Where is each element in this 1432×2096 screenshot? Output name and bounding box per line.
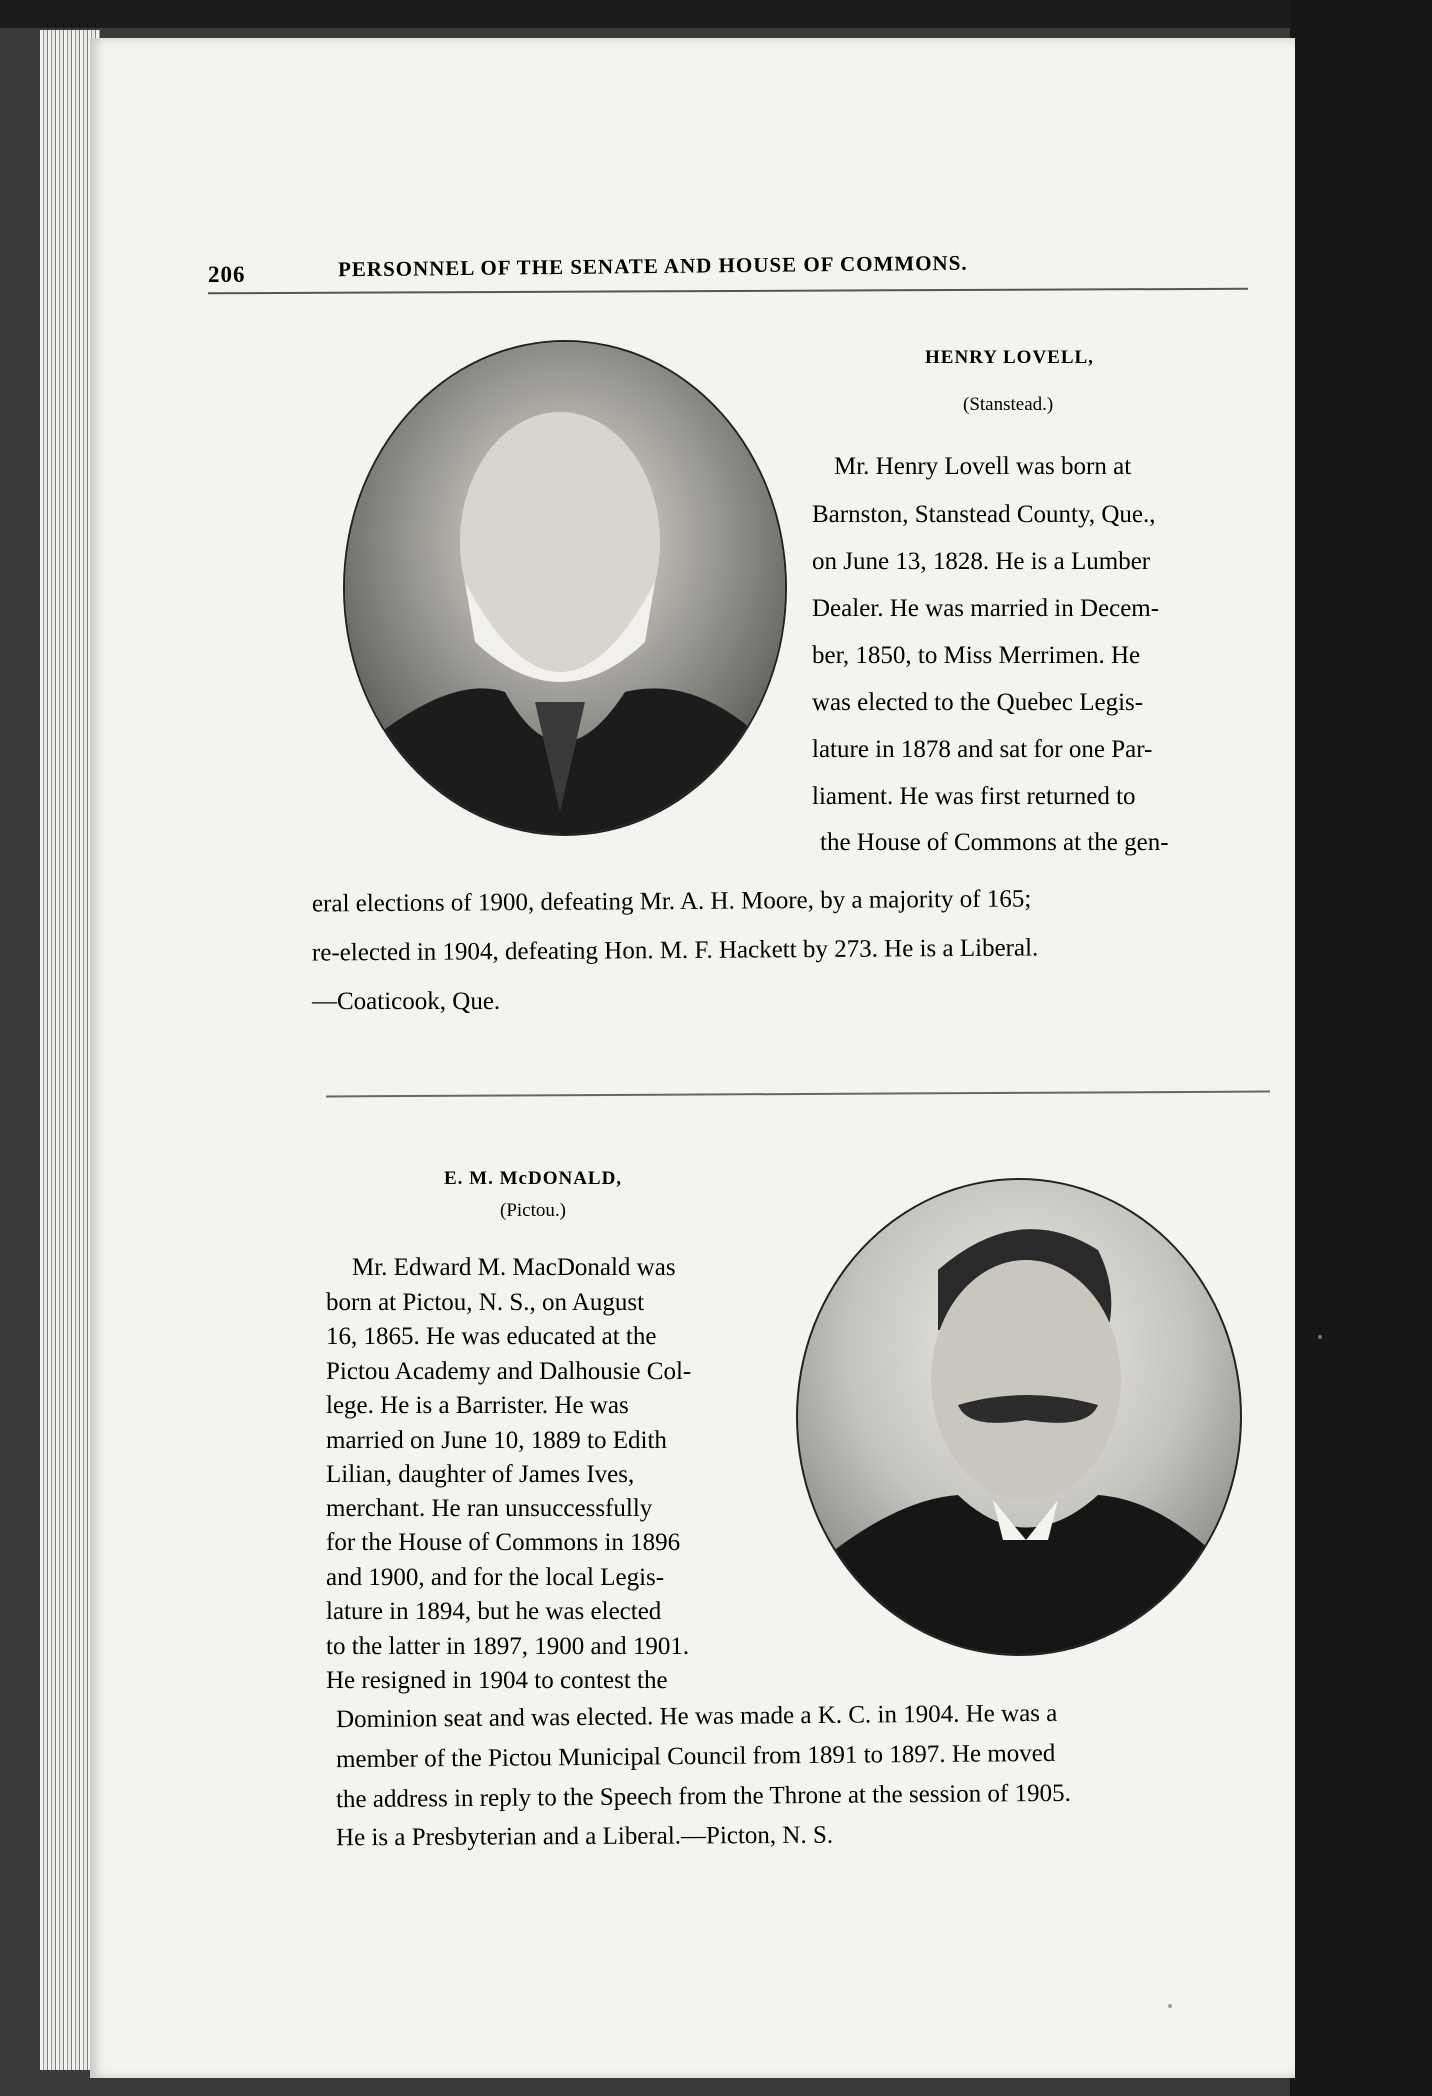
bio1-line: Dealer. He was married in Decem- bbox=[812, 595, 1160, 622]
bio2-line: Lilian, daughter of James Ives, bbox=[326, 1461, 635, 1488]
bio2-name: E. M. McDONALD, bbox=[444, 1168, 623, 1189]
bio2-line: He resigned in 1904 to contest the bbox=[326, 1667, 668, 1694]
bio2-line: 16, 1865. He was educated at the bbox=[326, 1323, 657, 1350]
bio1-line: was elected to the Quebec Legis- bbox=[812, 689, 1144, 716]
bio1-line: lature in 1878 and sat for one Par- bbox=[812, 736, 1153, 763]
bio1-line: liament. He was first returned to bbox=[812, 783, 1136, 810]
bio2-riding: (Pictou.) bbox=[500, 1200, 566, 1221]
bio1-name: HENRY LOVELL, bbox=[925, 347, 1094, 368]
portrait-henry-lovell bbox=[343, 340, 787, 836]
bio1-line: the House of Commons at the gen- bbox=[820, 829, 1169, 856]
bio2-line: lege. He is a Barrister. He was bbox=[326, 1392, 629, 1419]
bio2-line: married on June 10, 1889 to Edith bbox=[326, 1427, 667, 1454]
bio1-line: Barnston, Stanstead County, Que., bbox=[812, 501, 1156, 528]
bio1-riding: (Stanstead.) bbox=[963, 394, 1054, 415]
running-title: PERSONNEL OF THE SENATE AND HOUSE OF COMMONS. bbox=[337, 250, 968, 282]
bio1-line: —Coaticook, Que. bbox=[312, 988, 501, 1015]
bio1-line: eral elections of 1900, defeating Mr. A. H. Moore, by a majority of 165; bbox=[311, 885, 1032, 918]
bio2-line: member of the Pictou Municipal Council from 1891 to 1897. He moved bbox=[335, 1739, 1056, 1774]
running-head bbox=[208, 232, 1248, 290]
bio2-line: the address in reply to the Speech from the Throne at the session of 1905. bbox=[335, 1779, 1071, 1814]
bio2-line: Dominion seat and was elected. He was made a K. C. in 1904. He was a bbox=[335, 1699, 1058, 1734]
scan-background-top bbox=[0, 0, 1432, 28]
bio2-line: and 1900, and for the local Legis- bbox=[326, 1564, 665, 1591]
bio2-line: for the House of Commons in 1896 bbox=[326, 1529, 681, 1556]
scan-background-right bbox=[1290, 0, 1432, 2096]
bio2-line: born at Pictou, N. S., on August bbox=[326, 1289, 645, 1316]
bio2-line: lature in 1894, but he was elected bbox=[326, 1598, 662, 1625]
paper-speck bbox=[1318, 1335, 1322, 1339]
bio2-line: Mr. Edward M. MacDonald was bbox=[352, 1254, 676, 1281]
bio1-line: ber, 1850, to Miss Merrimen. He bbox=[812, 642, 1141, 669]
bio2-line: to the latter in 1897, 1900 and 1901. bbox=[326, 1633, 690, 1660]
portrait-edward-m-macdonald bbox=[796, 1178, 1242, 1656]
page-number: 206 bbox=[208, 262, 246, 287]
bio2-line: He is a Presbyterian and a Liberal.—Picton, N. S. bbox=[335, 1821, 834, 1852]
bio2-line: merchant. He ran unsuccessfully bbox=[326, 1495, 653, 1522]
bio1-line: on June 13, 1828. He is a Lumber bbox=[812, 548, 1151, 575]
paper-speck bbox=[1168, 2004, 1172, 2008]
bio2-line: Pictou Academy and Dalhousie Col- bbox=[326, 1358, 692, 1385]
bio1-line: Mr. Henry Lovell was born at bbox=[834, 453, 1132, 480]
bio1-line: re-elected in 1904, defeating Hon. M. F. Hackett by 273. He is a Liberal. bbox=[311, 934, 1039, 967]
